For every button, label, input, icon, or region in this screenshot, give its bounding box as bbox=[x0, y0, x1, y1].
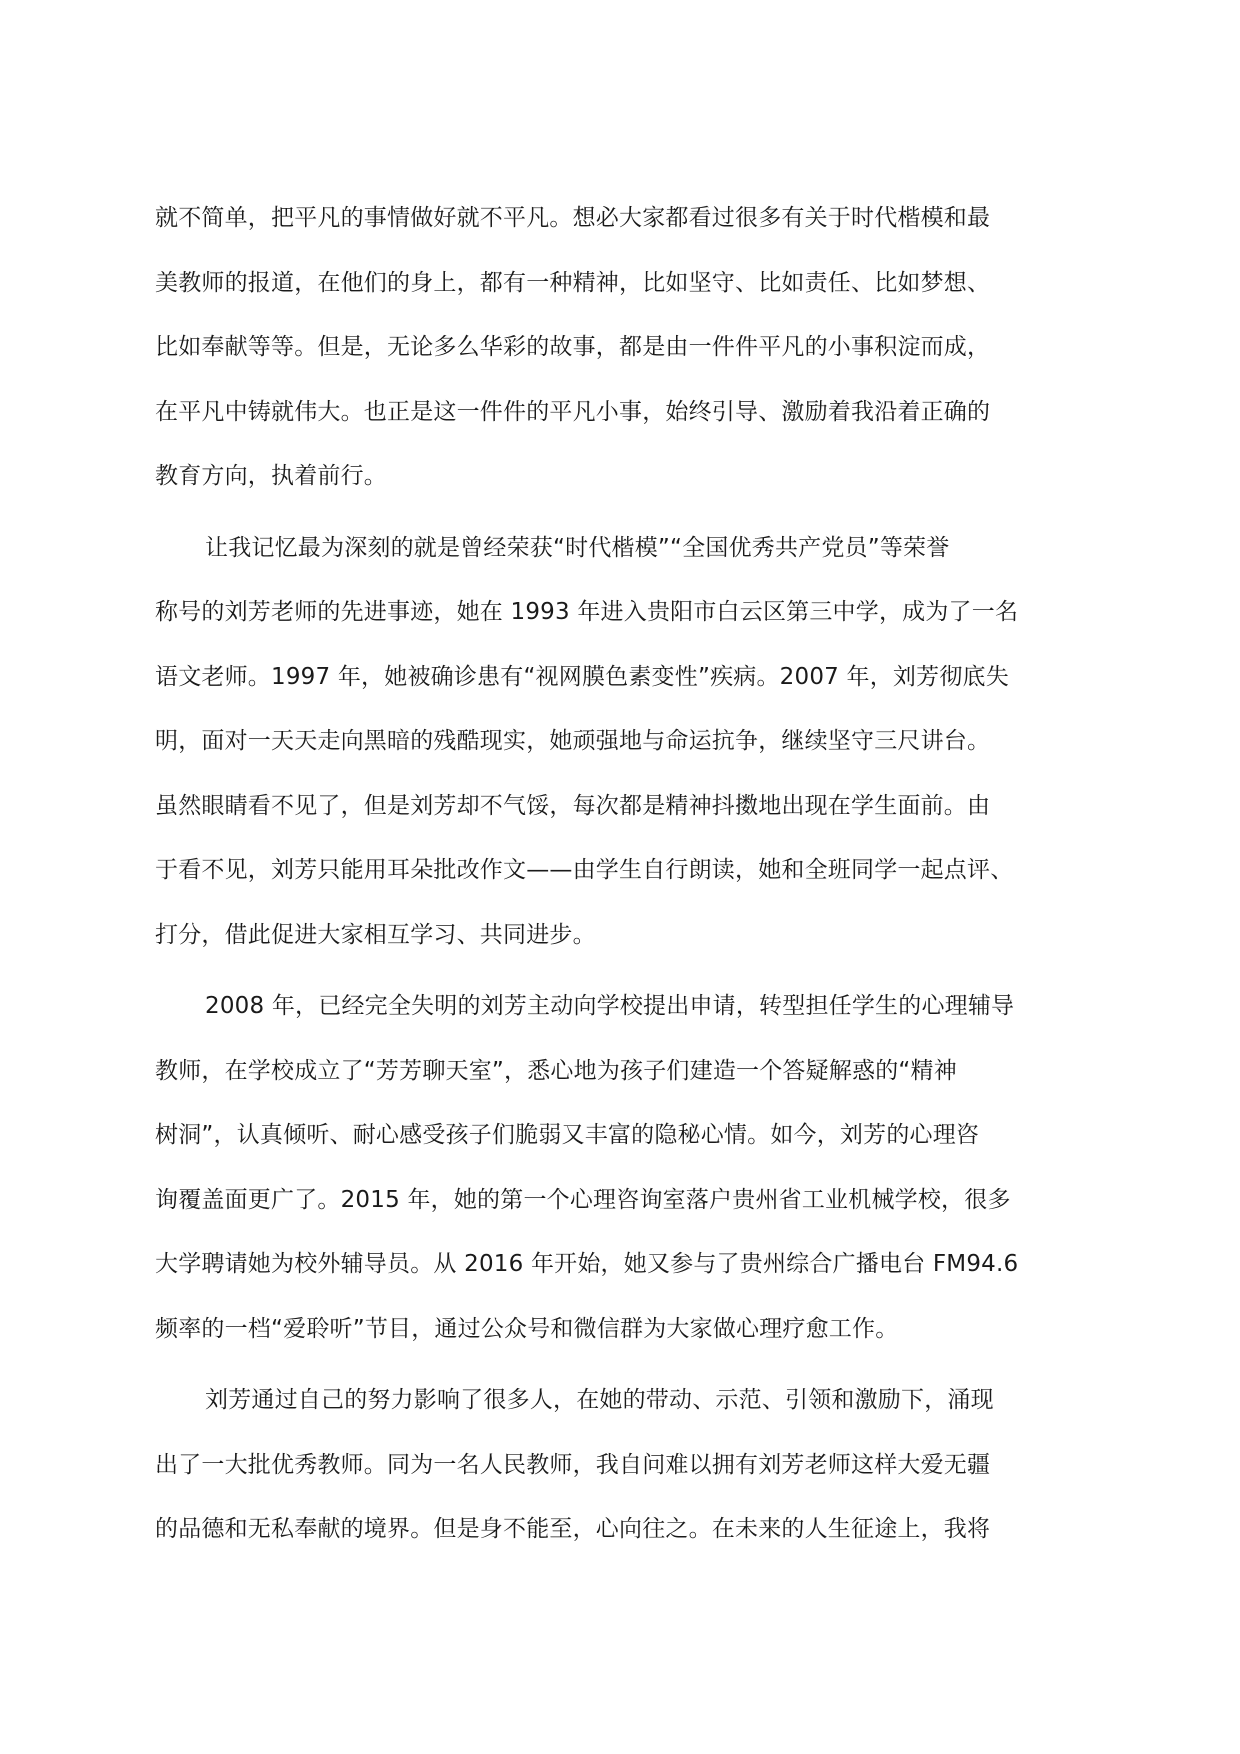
text-line: 让我记忆最为深刻的就是曾经荣获“时代楷模”“全国优秀共产党员”等荣誉 bbox=[205, 534, 950, 561]
text-line: 美教师的报道，在他们的身上，都有一种精神，比如坚守、比如责任、比如梦想、 bbox=[155, 269, 991, 296]
text-line: 于看不见，刘芳只能用耳朵批改作文——由学生自行朗读，她和全班同学一起点评、 bbox=[155, 857, 1014, 883]
text-line: 频率的一档“爱聆听”节目，通过公众号和微信群为大家做心理疗愈工作。 bbox=[155, 1315, 899, 1342]
text-line: 语文老师。1997 年，她被确诊患有“视网膜色素变性”疾病。2007 年，刘芳彻底失 bbox=[155, 663, 1009, 690]
text-line: 树洞”，认真倾听、耐心感受孩子们脆弱又丰富的隐秘心情。如今，刘芳的心理咨 bbox=[155, 1122, 980, 1148]
text-line: 打分，借此促进大家相互学习、共同进步。 bbox=[155, 921, 596, 948]
text-line: 的品德和无私奉献的境界。但是身不能至，心向往之。在未来的人生征途上，我将 bbox=[155, 1516, 991, 1542]
paragraph-2 bbox=[155, 516, 1080, 968]
text-line: 2008 年，已经完全失明的刘芳主动向学校提出申请，转型担任学生的心理辅导 bbox=[205, 993, 1015, 1019]
text-line: 教师，在学校成立了“芳芳聊天室”，悉心地为孩子们建造一个答疑解惑的“精神 bbox=[155, 1057, 957, 1084]
paragraph-1 bbox=[155, 186, 1080, 509]
text-line: 就不简单，把平凡的事情做好就不平凡。想必大家都看过很多有关于时代楷模和最 bbox=[155, 205, 991, 231]
paragraph-4 bbox=[155, 1368, 1080, 1562]
text-line: 比如奉献等等。但是，无论多么华彩的故事，都是由一件件平凡的小事积淀而成， bbox=[155, 334, 991, 360]
text-line: 大学聘请她为校外辅导员。从 2016 年开始，她又参与了贵州综合广播电台 FM94.6 bbox=[155, 1251, 1019, 1277]
body-text bbox=[155, 186, 1080, 1562]
paragraph-3 bbox=[155, 974, 1080, 1361]
text-line: 出了一大批优秀教师。同为一名人民教师，我自问难以拥有刘芳老师这样大爱无疆 bbox=[155, 1451, 991, 1478]
text-line: 虽然眼睛看不见了，但是刘芳却不气馁，每次都是精神抖擞地出现在学生面前。由 bbox=[155, 792, 991, 819]
text-line: 称号的刘芳老师的先进事迹，她在 1993 年进入贵阳市白云区第三中学，成为了一名 bbox=[155, 599, 1019, 625]
text-line: 询覆盖面更广了。2015 年，她的第一个心理咨询室落户贵州省工业机械学校，很多 bbox=[155, 1186, 1011, 1213]
text-line: 明，面对一天天走向黑暗的残酷现实，她顽强地与命运抗争，继续坚守三尺讲台。 bbox=[155, 728, 991, 754]
text-line: 教育方向，执着前行。 bbox=[155, 463, 387, 489]
text-line: 刘芳通过自己的努力影响了很多人，在她的带动、示范、引领和激励下，涌现 bbox=[205, 1387, 994, 1413]
text-line: 在平凡中铸就伟大。也正是这一件件的平凡小事，始终引导、激励着我沿着正确的 bbox=[155, 398, 991, 425]
